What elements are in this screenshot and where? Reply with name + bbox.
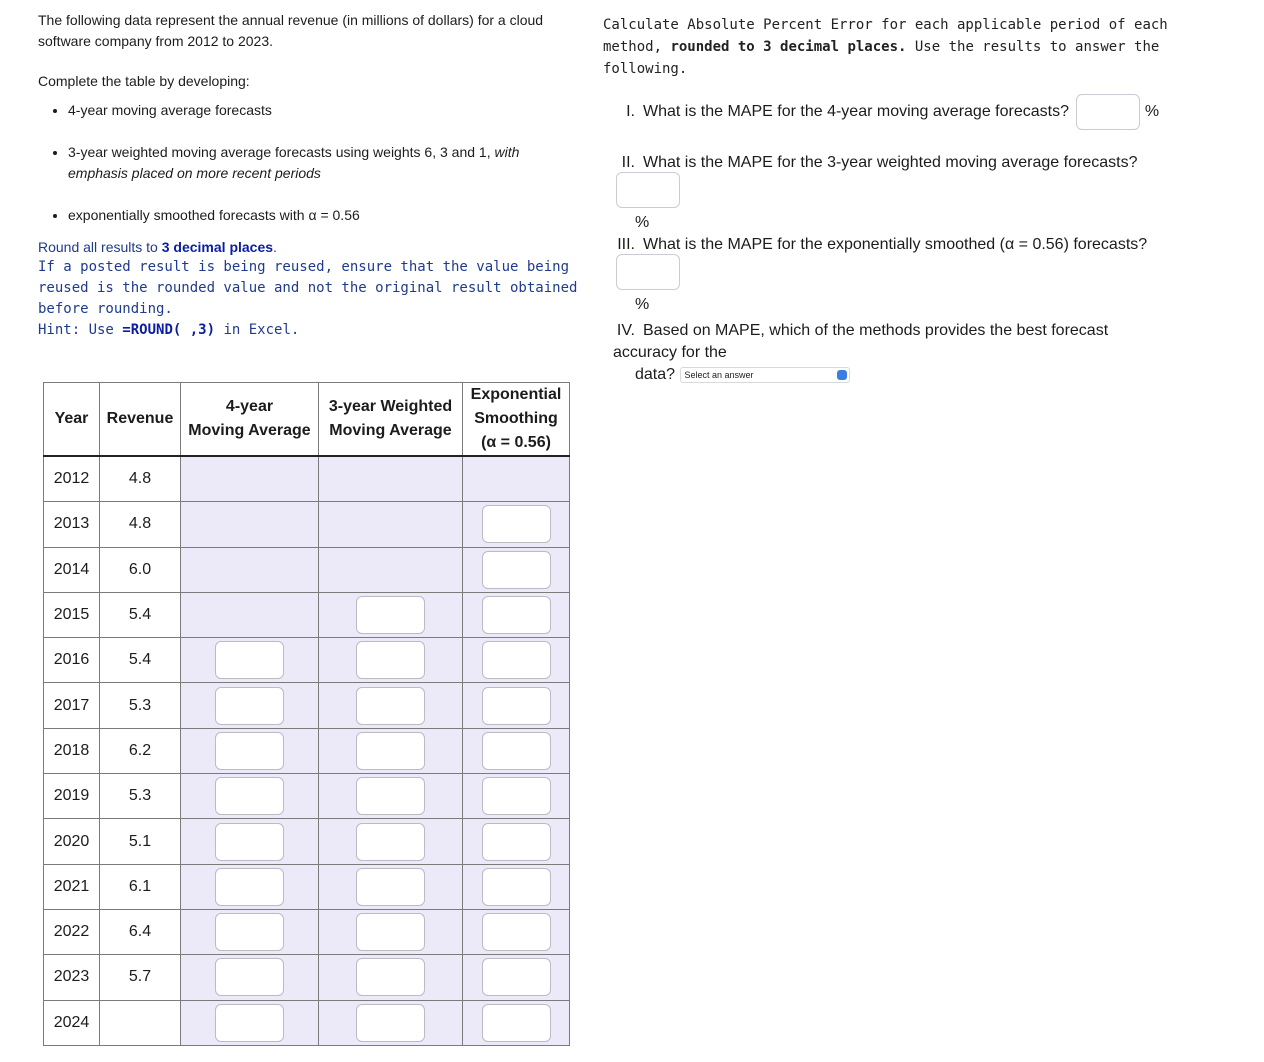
- method-item-wma: [68, 142, 578, 184]
- ma-cell: [181, 547, 319, 592]
- revenue-cell: [100, 1000, 181, 1045]
- select-chevron-icon: [837, 370, 847, 380]
- es-cell: [463, 774, 570, 819]
- wma-cell: [319, 864, 463, 909]
- header-es: [463, 383, 570, 457]
- wma-forecast-input[interactable]: [356, 732, 425, 770]
- revenue-cell: 4.8: [100, 456, 181, 502]
- header-year: [44, 383, 100, 457]
- year-cell: 2013: [44, 502, 100, 547]
- method-es-text: exponentially smoothed forecasts with: [68, 207, 309, 223]
- year-cell: 2014: [44, 547, 100, 592]
- es-forecast-input[interactable]: [482, 551, 551, 589]
- year-cell: 2023: [44, 955, 100, 1000]
- wma-forecast-input[interactable]: [356, 641, 425, 679]
- hint-note: [38, 320, 578, 341]
- question-1: [613, 94, 1159, 130]
- mape-es-input[interactable]: [616, 254, 680, 290]
- forecast-table: [43, 382, 570, 1046]
- table-row: [44, 728, 570, 773]
- hint-end: in Excel.: [215, 322, 300, 338]
- wma-cell: [319, 955, 463, 1000]
- es-forecast-input[interactable]: [482, 777, 551, 815]
- revenue-cell: 6.1: [100, 864, 181, 909]
- rounding-note: [38, 239, 578, 255]
- ma-cell: [181, 955, 319, 1000]
- header-ma-label: 4-year Moving Average: [188, 398, 311, 439]
- ma-cell: [181, 909, 319, 954]
- es-cell: [463, 547, 570, 592]
- question-3: [613, 236, 1203, 314]
- question-1-unit: %: [1144, 103, 1160, 121]
- revenue-cell: 5.3: [100, 683, 181, 728]
- year-cell: 2024: [44, 1000, 100, 1045]
- table-row: [44, 909, 570, 954]
- es-cell: [463, 819, 570, 864]
- ma-cell: [181, 774, 319, 819]
- table-header-row: [44, 383, 570, 457]
- wma-forecast-input[interactable]: [356, 1004, 425, 1042]
- question-3-unit: %: [635, 296, 650, 313]
- table-row: [44, 819, 570, 864]
- es-forecast-input[interactable]: [482, 868, 551, 906]
- question-2-text: What is the MAPE for the 3-year weighted moving average forecasts?: [643, 154, 1138, 171]
- ma-forecast-input[interactable]: [215, 641, 284, 679]
- year-cell: 2012: [44, 456, 100, 502]
- ma-cell: [181, 638, 319, 683]
- year-cell: 2018: [44, 728, 100, 773]
- header-wma: [319, 383, 463, 457]
- hint-bold: =ROUND( ,3): [122, 322, 216, 338]
- header-es-label: Exponential Smoothing (α = 0.56): [470, 386, 562, 451]
- header-revenue: [100, 383, 181, 457]
- es-cell: [463, 728, 570, 773]
- complete-label: Complete the table by developing:: [38, 73, 250, 89]
- ma-cell: [181, 456, 319, 502]
- ma-forecast-input[interactable]: [215, 913, 284, 951]
- question-2-num: II.: [621, 154, 635, 171]
- method-es-alpha: α = 0.56: [308, 207, 360, 223]
- es-forecast-input[interactable]: [482, 732, 551, 770]
- intro-text: The following data represent the annual revenue (in millions of dollars) for a cloud software company from 2012 to 2023.: [38, 12, 544, 49]
- method-item-es: [68, 205, 578, 226]
- es-cell: [463, 592, 570, 637]
- calc-text-2: Use the results to answer the following.: [603, 39, 1160, 77]
- question-4-text2: data?: [635, 366, 676, 383]
- es-forecast-input[interactable]: [482, 1004, 551, 1042]
- method-wma-emphasis: emphasis placed on more recent periods: [68, 165, 321, 181]
- year-cell: 2017: [44, 683, 100, 728]
- ma-forecast-input[interactable]: [215, 687, 284, 725]
- es-forecast-input[interactable]: [482, 823, 551, 861]
- revenue-cell: 6.4: [100, 909, 181, 954]
- year-cell: 2019: [44, 774, 100, 819]
- ma-forecast-input[interactable]: [215, 958, 284, 996]
- ma-forecast-input[interactable]: [215, 777, 284, 815]
- es-forecast-input[interactable]: [482, 958, 551, 996]
- mape-ma-input[interactable]: [1076, 94, 1140, 130]
- wma-forecast-input[interactable]: [356, 596, 425, 634]
- es-cell: [463, 1000, 570, 1045]
- rounding-bold: 3 decimal places: [161, 239, 274, 255]
- revenue-cell: 5.4: [100, 592, 181, 637]
- ma-forecast-input[interactable]: [215, 732, 284, 770]
- es-cell: [463, 638, 570, 683]
- question-1-num: I.: [626, 103, 635, 121]
- wma-cell: [319, 728, 463, 773]
- es-cell: [463, 456, 570, 502]
- es-cell: [463, 864, 570, 909]
- ma-cell: [181, 683, 319, 728]
- header-ma: [181, 383, 319, 457]
- method-list: [38, 100, 578, 226]
- wma-forecast-input[interactable]: [356, 823, 425, 861]
- method-item-ma: [68, 100, 578, 121]
- calc-bold: rounded to 3 decimal places.: [670, 39, 907, 55]
- header-revenue-label: Revenue: [106, 410, 174, 427]
- wma-cell: [319, 683, 463, 728]
- revenue-cell: 5.3: [100, 774, 181, 819]
- table-row: [44, 683, 570, 728]
- question-4: [613, 320, 1173, 386]
- question-3-num: III.: [617, 236, 635, 253]
- revenue-cell: 5.7: [100, 955, 181, 1000]
- ma-forecast-input[interactable]: [215, 823, 284, 861]
- table-row: [44, 864, 570, 909]
- wma-cell: [319, 638, 463, 683]
- table-row: [44, 592, 570, 637]
- ma-cell: [181, 592, 319, 637]
- ma-forecast-input[interactable]: [215, 1004, 284, 1042]
- table-row: [44, 955, 570, 1000]
- rounding-text: Round all results to: [38, 239, 162, 255]
- ma-cell: [181, 728, 319, 773]
- ma-cell: [181, 1000, 319, 1045]
- wma-cell: [319, 547, 463, 592]
- es-forecast-input[interactable]: [482, 913, 551, 951]
- calc-text-1: Calculate Absolute Percent Error for each applicable period of each method,: [603, 17, 1168, 55]
- question-4-num: IV.: [616, 322, 635, 339]
- ma-cell: [181, 864, 319, 909]
- es-cell: [463, 683, 570, 728]
- revenue-cell: 5.1: [100, 819, 181, 864]
- revenue-cell: 5.4: [100, 638, 181, 683]
- method-ma-text: 4-year moving average forecasts: [68, 102, 272, 118]
- question-1-text: What is the MAPE for the 4-year moving average forecasts?: [643, 103, 1069, 121]
- best-method-select[interactable]: [680, 367, 850, 383]
- questions-panel: [603, 14, 1203, 383]
- table-row: [44, 638, 570, 683]
- revenue-cell: 6.2: [100, 728, 181, 773]
- wma-cell: [319, 909, 463, 954]
- es-cell: [463, 502, 570, 547]
- table-row: [44, 774, 570, 819]
- question-3-text: What is the MAPE for the exponentially smoothed (α = 0.56) forecasts?: [643, 236, 1148, 253]
- table-row: [44, 547, 570, 592]
- header-wma-label: 3-year Weighted Moving Average: [328, 398, 453, 439]
- year-cell: 2016: [44, 638, 100, 683]
- question-4-text: Based on MAPE, which of the methods provides the best forecast accuracy for the: [613, 322, 1109, 361]
- wma-forecast-input[interactable]: [356, 958, 425, 996]
- wma-cell: [319, 1000, 463, 1045]
- hint-label: Hint: Use: [38, 322, 123, 338]
- es-forecast-input[interactable]: [482, 641, 551, 679]
- wma-forecast-input[interactable]: [356, 687, 425, 725]
- wma-forecast-input[interactable]: [356, 868, 425, 906]
- wma-cell: [319, 819, 463, 864]
- reuse-note: If a posted result is being reused, ensure that the value being reused is the rounded value and not the original result obtained before rounding.: [38, 259, 578, 317]
- es-forecast-input[interactable]: [482, 687, 551, 725]
- wma-cell: [319, 502, 463, 547]
- es-cell: [463, 955, 570, 1000]
- method-wma-text: 3-year weighted moving average forecasts using weights 6, 3 and 1,: [68, 144, 495, 160]
- header-year-label: Year: [54, 410, 89, 427]
- ma-forecast-input[interactable]: [215, 868, 284, 906]
- table-row: [44, 456, 570, 502]
- question-2: [613, 154, 1203, 232]
- ma-cell: [181, 502, 319, 547]
- ma-cell: [181, 819, 319, 864]
- wma-cell: [319, 592, 463, 637]
- calc-instructions: [603, 14, 1203, 80]
- mape-wma-input[interactable]: [616, 172, 680, 208]
- year-cell: 2022: [44, 909, 100, 954]
- table-row: [44, 502, 570, 547]
- problem-statement: [38, 10, 578, 341]
- table-row: [44, 1000, 570, 1045]
- year-cell: 2020: [44, 819, 100, 864]
- question-2-unit: %: [635, 214, 650, 231]
- wma-forecast-input[interactable]: [356, 913, 425, 951]
- best-method-select-label: Select an answer: [684, 369, 754, 380]
- revenue-cell: 4.8: [100, 502, 181, 547]
- es-cell: [463, 909, 570, 954]
- es-forecast-input[interactable]: [482, 596, 551, 634]
- rounding-end: .: [273, 239, 277, 255]
- year-cell: 2015: [44, 592, 100, 637]
- wma-forecast-input[interactable]: [356, 777, 425, 815]
- method-wma-with: with: [494, 144, 520, 160]
- year-cell: 2021: [44, 864, 100, 909]
- revenue-cell: 6.0: [100, 547, 181, 592]
- wma-cell: [319, 456, 463, 502]
- es-forecast-input[interactable]: [482, 505, 551, 543]
- wma-cell: [319, 774, 463, 819]
